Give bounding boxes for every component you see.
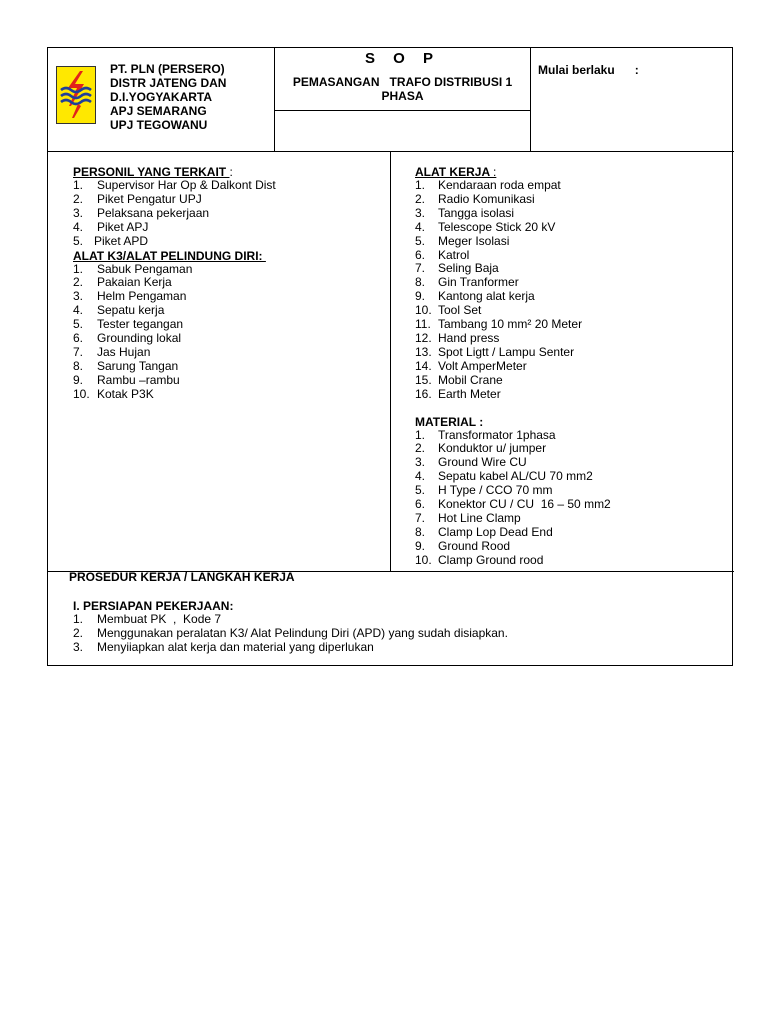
item-text: Membuat PK , Kode 7 xyxy=(97,612,222,626)
item-text: Piket Pengatur UPJ xyxy=(97,191,202,206)
item-text: Telescope Stick 20 kV xyxy=(438,219,556,234)
item-number: 14. xyxy=(415,358,432,373)
pln-logo xyxy=(56,66,96,124)
header-title-underline xyxy=(274,110,531,111)
item-number: 11. xyxy=(415,317,431,332)
list-item xyxy=(73,207,383,221)
list-item xyxy=(415,388,727,402)
list-item xyxy=(73,641,723,655)
item-number: 10. xyxy=(415,303,432,318)
list-item xyxy=(415,276,727,290)
list-item xyxy=(415,262,727,276)
item-text: Konduktor u/ jumper xyxy=(438,441,547,456)
list-item xyxy=(415,526,727,540)
item-number: 3. xyxy=(415,455,426,470)
item-number: 7. xyxy=(73,344,84,359)
list-item xyxy=(73,179,383,193)
right-column xyxy=(415,165,727,568)
item-number: 10. xyxy=(415,552,432,567)
list-item xyxy=(73,235,383,249)
item-text: Helm Pengaman xyxy=(97,289,187,304)
alat-kerja-heading-text: ALAT KERJA xyxy=(415,165,493,179)
alat-kerja-heading xyxy=(415,165,727,179)
list-item xyxy=(415,540,727,554)
list-item xyxy=(415,374,727,388)
item-text: Seling Baja xyxy=(438,261,499,276)
item-number: 7. xyxy=(415,510,426,525)
list-item xyxy=(415,470,727,484)
item-number: 5. xyxy=(73,317,84,332)
item-text: Pakaian Kerja xyxy=(97,275,172,290)
item-number: 1. xyxy=(73,261,84,276)
alat-kerja-heading-colon: : xyxy=(493,165,497,179)
list-item xyxy=(415,318,727,332)
personil-heading xyxy=(73,165,383,179)
list-item xyxy=(73,374,383,388)
prosedur-heading: PROSEDUR KERJA / LANGKAH KERJA xyxy=(69,570,295,584)
list-item xyxy=(415,249,727,263)
apd-heading: ALAT K3/ALAT PELINDUNG DIRI: xyxy=(73,248,266,263)
item-number: 6. xyxy=(415,497,426,512)
list-item xyxy=(415,484,727,498)
header-bottom-border xyxy=(48,151,734,152)
item-text: Pelaksana pekerjaan xyxy=(97,205,210,220)
item-number: 9. xyxy=(415,289,426,304)
item-number: 2. xyxy=(73,275,84,290)
list-item xyxy=(73,263,383,277)
item-text: Tangga isolasi xyxy=(438,205,515,220)
item-text: Sepatu kabel AL/CU 70 mm2 xyxy=(438,469,593,484)
item-number: 4. xyxy=(415,219,426,234)
item-number: 8. xyxy=(415,275,426,290)
item-text: Ground Wire CU xyxy=(438,455,527,470)
item-number: 4. xyxy=(73,303,84,318)
item-text: Volt AmperMeter xyxy=(438,358,527,373)
company-line: DISTR JATENG DAN xyxy=(110,76,227,90)
item-text: Mobil Crane xyxy=(438,372,503,387)
item-number: 7. xyxy=(415,261,426,276)
list-item xyxy=(415,235,727,249)
item-text: Sepatu kerja xyxy=(97,303,165,318)
company-line: UPJ TEGOWANU xyxy=(110,118,208,132)
item-text: Sabuk Pengaman xyxy=(97,261,193,276)
item-number: 6. xyxy=(73,331,84,346)
list-item xyxy=(73,193,383,207)
item-text: Ground Rood xyxy=(438,538,511,553)
item-text: Konektor CU / CU 16 – 50 mm2 xyxy=(438,497,611,512)
list-item xyxy=(415,221,727,235)
list-item xyxy=(73,388,383,402)
material-list xyxy=(415,429,727,568)
item-number: 2. xyxy=(415,191,426,206)
item-number: 1. xyxy=(415,178,426,192)
sop-subtitle-line: PEMASANGAN TRAFO DISTRIBUSI 1 xyxy=(292,75,513,89)
list-item xyxy=(73,627,723,641)
item-text: Transformator 1phasa xyxy=(438,427,556,442)
item-text: Spot Ligtt / Lampu Senter xyxy=(438,344,575,359)
item-number: 15. xyxy=(415,372,432,387)
item-text: Kantong alat kerja xyxy=(438,289,535,304)
item-text: Radio Komunikasi xyxy=(438,191,535,206)
persiapan-list xyxy=(73,613,723,655)
list-item xyxy=(415,456,727,470)
personil-list xyxy=(73,179,383,249)
company-line: PT. PLN (PERSERO) xyxy=(110,62,225,76)
item-text: Piket APD xyxy=(94,233,149,248)
sop-subtitle xyxy=(274,75,531,103)
item-number: 3. xyxy=(73,289,84,304)
company-line: APJ SEMARANG xyxy=(110,104,207,118)
item-number: 5. xyxy=(415,483,426,498)
list-item xyxy=(415,512,727,526)
item-text: Tester tegangan xyxy=(97,317,184,332)
item-text: Kendaraan roda empat xyxy=(438,178,561,192)
list-item xyxy=(415,207,727,221)
item-text: Sarung Tangan xyxy=(97,358,179,373)
item-text: Menggunakan peralatan K3/ Alat Pelindung Diri (APD) yang sudah disiapkan. xyxy=(97,625,508,640)
item-number: 3. xyxy=(73,205,84,220)
item-number: 4. xyxy=(73,219,84,234)
item-number: 1. xyxy=(73,178,84,192)
item-text: Hand press xyxy=(438,330,500,345)
item-number: 1. xyxy=(415,427,426,442)
item-number: 16. xyxy=(415,386,432,401)
list-item xyxy=(415,442,727,456)
list-item xyxy=(73,613,723,627)
list-item xyxy=(415,290,727,304)
pln-lightning-logo-icon xyxy=(56,66,96,124)
list-item xyxy=(415,360,727,374)
personil-heading-text: PERSONIL YANG TERKAIT xyxy=(73,165,230,179)
item-text: Menyiiapkan alat kerja dan material yang diperlukan xyxy=(97,639,374,654)
item-text: Jas Hujan xyxy=(97,344,151,359)
item-text: Piket APJ xyxy=(97,219,149,234)
item-text: Clamp Ground rood xyxy=(438,552,544,567)
persiapan-heading: I. PERSIAPAN PEKERJAAN: xyxy=(73,599,234,613)
list-item xyxy=(415,193,727,207)
item-number: 3. xyxy=(415,205,426,220)
list-item xyxy=(73,332,383,346)
list-item xyxy=(73,304,383,318)
apd-list xyxy=(73,263,383,402)
item-number: 3. xyxy=(73,639,84,654)
effective-date-label: Mulai berlaku : xyxy=(538,63,639,77)
item-number: 9. xyxy=(73,372,84,387)
item-number: 5. xyxy=(73,233,84,248)
list-item xyxy=(415,429,727,443)
list-item xyxy=(415,554,727,568)
item-number: 2. xyxy=(73,625,84,640)
list-item xyxy=(73,290,383,304)
material-heading: MATERIAL : xyxy=(415,414,484,429)
alat-kerja-list xyxy=(415,179,727,402)
list-item xyxy=(415,179,727,193)
item-number: 1. xyxy=(73,612,84,626)
item-text: Grounding lokal xyxy=(97,331,182,346)
list-item xyxy=(73,360,383,374)
item-number: 2. xyxy=(415,441,426,456)
personil-heading-colon: : xyxy=(229,165,233,179)
list-item xyxy=(415,304,727,318)
item-number: 6. xyxy=(415,247,426,262)
item-text: Rambu –rambu xyxy=(97,372,180,387)
list-item xyxy=(73,318,383,332)
item-text: Katrol xyxy=(438,247,470,262)
item-number: 2. xyxy=(73,191,84,206)
item-text: Tambang 10 mm² 20 Meter xyxy=(438,317,583,332)
item-number: 8. xyxy=(73,358,84,373)
list-item xyxy=(73,276,383,290)
list-item xyxy=(415,332,727,346)
list-item xyxy=(415,498,727,512)
sop-subtitle-line: PHASA xyxy=(381,89,424,103)
item-text: Tool Set xyxy=(438,303,482,318)
item-text: H Type / CCO 70 mm xyxy=(438,483,553,498)
item-text: Meger Isolasi xyxy=(438,233,510,248)
left-column xyxy=(73,165,383,402)
item-text: Earth Meter xyxy=(438,386,501,401)
list-item xyxy=(415,346,727,360)
item-text: Supervisor Har Op & Dalkont Dist xyxy=(97,178,276,192)
company-line: D.I.YOGYAKARTA xyxy=(110,90,213,104)
content-column-divider xyxy=(390,151,391,571)
list-item xyxy=(73,221,383,235)
item-number: 5. xyxy=(415,233,426,248)
company-name-block xyxy=(110,62,226,132)
item-text: Kotak P3K xyxy=(97,386,154,401)
item-text: Gin Tranformer xyxy=(438,275,519,290)
list-item xyxy=(73,346,383,360)
item-text: Hot Line Clamp xyxy=(438,510,521,525)
sop-title: S O P xyxy=(364,50,440,67)
item-number: 4. xyxy=(415,469,426,484)
item-text: Clamp Lop Dead End xyxy=(438,524,553,539)
sop-document xyxy=(47,47,733,666)
item-number: 12. xyxy=(415,330,432,345)
item-number: 13. xyxy=(415,344,432,359)
item-number: 8. xyxy=(415,524,426,539)
item-number: 10. xyxy=(73,386,90,401)
item-number: 9. xyxy=(415,538,426,553)
